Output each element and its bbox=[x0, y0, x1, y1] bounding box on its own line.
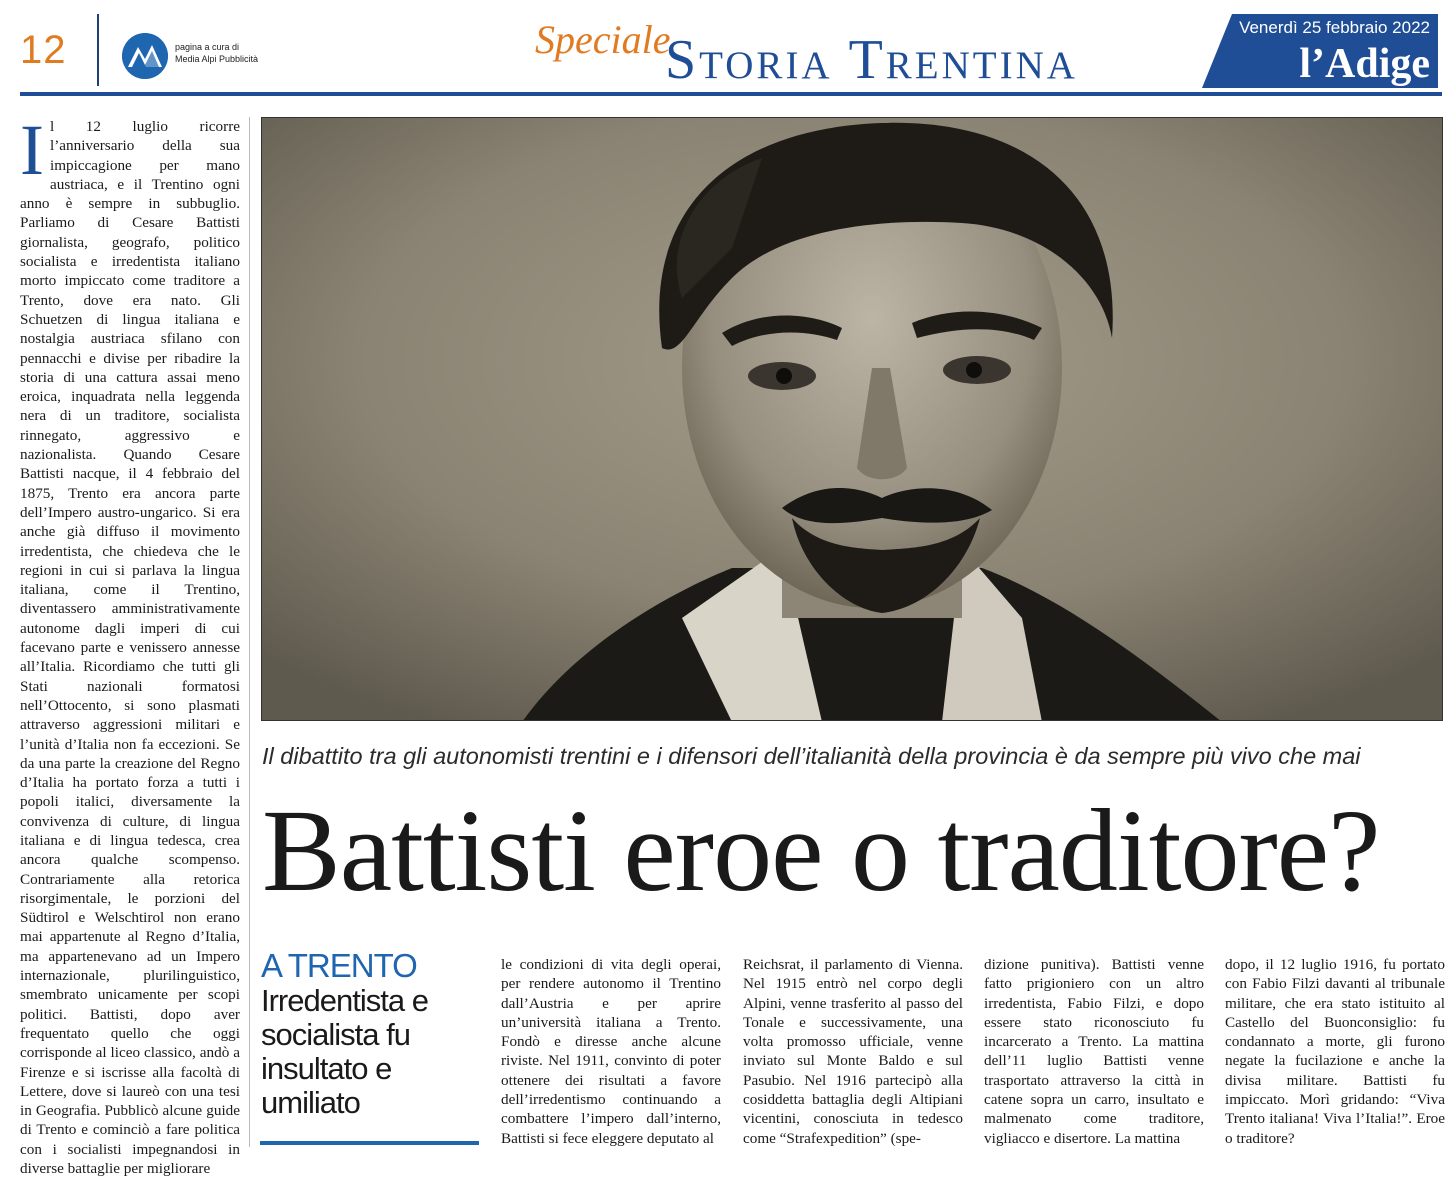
drop-cap: I bbox=[20, 110, 44, 190]
masthead-band bbox=[1202, 14, 1438, 88]
sub-headline: Irredentista e socialista fu insultato e umiliato bbox=[261, 983, 428, 1120]
page-header bbox=[0, 0, 1450, 95]
speciale-label: Speciale bbox=[535, 17, 671, 62]
portrait-image bbox=[262, 118, 1443, 721]
sub-label: A TRENTO bbox=[261, 947, 417, 984]
newspaper-brand: l’Adige bbox=[1299, 41, 1430, 87]
header-divider bbox=[97, 14, 99, 86]
page-number: 12 bbox=[20, 28, 67, 72]
left-column-text: l 12 luglio ricorre l’anniversario della sua impiccagione per mano austriaca, e il Trentino ogni anno è sempre in subbuglio. Parliamo di Cesare Battisti giornalista, geografo, politico socialista e irredentista italiano morto impiccato come traditore a Trento, dove era nato. Gli Schuetzen di lingua italiana e nostalgia austriaca sfilano con pennacchi e divise per ribadire la storia di una cattura assai meno eroica, inquadrata nella leggenda nera di un traditore, socialista rinnegato, aggressivo e nazionalista. Quando Cesare Battisti nacque, il 4 febbraio del 1875, Trento era ancora parte dell’Impero austro-ungarico. Si era anche già diffuso il movimento irredentista, che chiedeva che le regioni in cui si parlava la lingua italiana, come il Trentino, diventassero amministrativamente autonome dagli imperi di cui facevano parte e venissero annesse all’Italia. Ricordiamo che tutti gli Stati nazionali formatosi nell’Ottocento, si sono plasmati attraverso aggressioni militari e l’unità d’Italia non fa eccezioni. Se da una parte la creazione del Regno d’Italia ha portato forza a tutti i popoli italici, diversamente la convivenza di culture, di lingua italiana e di lingua tedesca, crea ancora qualche scompenso. Contrariamente alla retorica risorgimentale, le porzioni del Südtirol e Welschtirol non erano mai appartenute al Regno d’Italia, ma appartenevano ad un Impero internazionale, plurilinguistico, smembrato unicamente per scopi politici. Battisti, dopo aver frequentato quello che oggi corrisponde al liceo classico, andò a Firenze e si iscrisse alla facoltà di Lettere, dove si laureò con una tesi in Geografia. Pubblicò alcune guide di Trento e cominciò a fare politica con i socialisti impegnandosi in diverse battaglie per migliorare bbox=[20, 118, 240, 1178]
media-alpi-logo-icon bbox=[122, 33, 168, 79]
body-column-4: dopo, il 12 luglio 1916, fu portato con Fabio Filzi davanti al tribunale militare, che era stato istituito al Castello del Buonconsiglio: fu condannato a morte, gli furono negate la fucilazione e anche la divisa militare. Battisti fu impiccato. Morì gridando: “Viva Trento italiana! Viva l’Italia!”. Eroe o traditore? bbox=[1225, 956, 1445, 1147]
portrait-photo bbox=[261, 117, 1443, 721]
headline: Battisti eroe o traditore? bbox=[262, 785, 1380, 916]
credit-block bbox=[175, 41, 258, 65]
kicker: Il dibattito tra gli autonomisti trentini e i difensori dell’italianità della provincia è da sempre più vivo che mai bbox=[262, 743, 1361, 769]
body-column-3: dizione punitiva). Battisti venne fatto prigioniero con un altro irredentista, Fabio Filzi, e dopo essere stato riconosciuto fu incarcerato a Trento. La mattina dell’11 luglio Battisti venne trasportato attraverso la città in catene sopra un carro, insultato e malmenato come traditore, vigliacco e disertore. La mattina bbox=[984, 956, 1204, 1147]
media-alpi-logo bbox=[122, 33, 168, 79]
header-rule bbox=[20, 92, 1442, 96]
section-title: Storia Trentina bbox=[665, 29, 1078, 91]
credit-line-1: pagina a cura di bbox=[175, 42, 240, 52]
body-column-1: le condizioni di vita degli operai, per rendere autonomo il Trentino dall’Austria e per aprire un’università italiana a Trento. Fondò e diresse anche alcune riviste. Nel 1911, convinto di poter ottenere dei risultati a favore dell’irredentismo continuando a combattere l’impero dall’interno, Battisti si fece eleggere deputato al bbox=[501, 956, 721, 1147]
left-column bbox=[20, 110, 240, 1178]
body-column-2: Reichsrat, il parlamento di Vienna. Nel 1915 entrò nel corpo degli Alpini, venne trasferito al passo del Tonale e successivamente, una volta promosso ufficiale, venne inviato sul Monte Baldo e sul Pasubio. Nel 1916 partecipò alla cosiddetta battaglia degli Altipiani vicentini, conosciuta in tedesco come “Strafexpedition” (spe- bbox=[743, 956, 963, 1147]
column-rule bbox=[249, 117, 250, 1147]
credit-line-2: Media Alpi Pubblicità bbox=[175, 54, 259, 64]
sub-rule bbox=[260, 1141, 479, 1145]
issue-date: Venerdì 25 febbraio 2022 bbox=[1239, 18, 1430, 37]
